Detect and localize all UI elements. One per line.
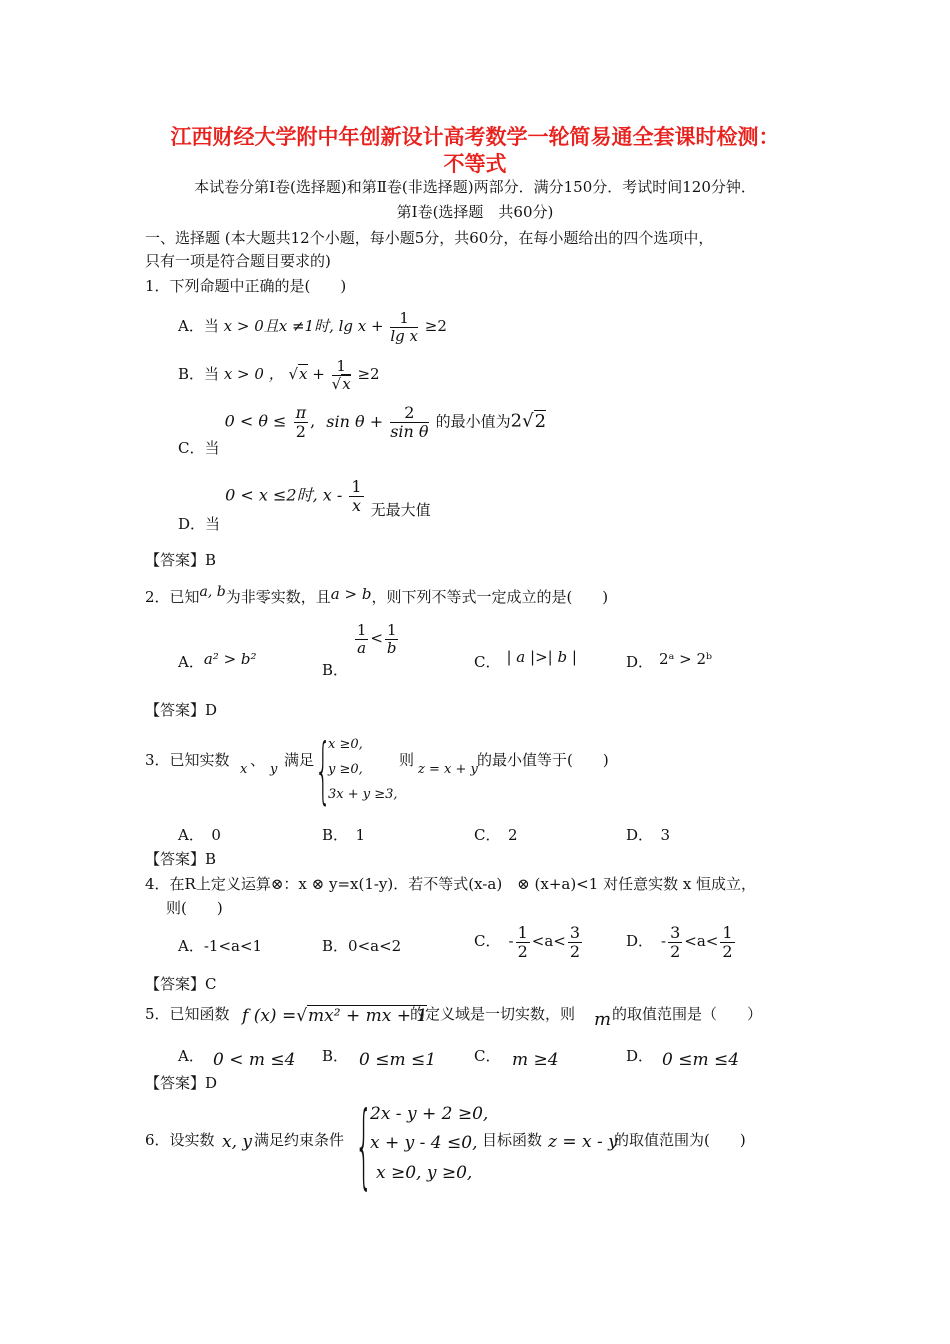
q6-stem-b: 满足约束条件 (254, 1131, 345, 1149)
q5-option-d-label: D． (626, 1047, 654, 1065)
q2-stem-a: 2．已知 (145, 588, 200, 606)
q1-d-den: x (351, 495, 361, 515)
q2-b-den1: a (357, 638, 367, 657)
q1-c-den: sin θ (390, 421, 429, 441)
q2-stem-c: ，则下列不等式一定成立的是( ) (371, 588, 609, 606)
q2-answer: 【答案】D (145, 701, 218, 719)
part-one-heading: 第Ⅰ卷(选择题 共60分) (396, 203, 554, 221)
q1-answer: 【答案】B (145, 551, 217, 569)
question-3-stem-a: 3．已知实数 (145, 751, 230, 769)
question-4-stem-line1: 4．在R上定义运算⊗：x ⊗ y=x(1-y)．若不等式(x-a) ⊗ (x+a)<1 对任意实数 x 恒成立， (145, 875, 757, 893)
q3-y: y (270, 762, 278, 777)
q4-option-d: D． - $\frac{3}{2}$ <a< $\frac{1}{2}$ (626, 923, 733, 961)
q4-answer: 【答案】C (145, 975, 217, 993)
q5-function: f (x) =√mx² + mx + 1 (242, 1006, 428, 1026)
q1-d-label: D．当 (178, 514, 221, 533)
q3-option-d: D． 3 (626, 826, 671, 844)
q2-d-label: D． (626, 653, 654, 671)
q1-c-expr1: 0 < θ ≤ (224, 411, 287, 431)
q5-option-c: m ≥4 (512, 1050, 559, 1070)
q3-option-b: B． 1 (322, 826, 366, 844)
q3-constraint-1: x ≥0, (328, 737, 363, 752)
question-2-stem (145, 582, 608, 607)
q4-option-b: B．0<a<2 (322, 937, 402, 955)
q6-constraint-1: 2x - y + 2 ≥0, (370, 1104, 489, 1124)
q1-a-tail: ≥2 (424, 317, 447, 335)
q1-c-comma: , (310, 411, 316, 431)
q4-c-d2: 2 (569, 941, 581, 961)
q1-option-d (178, 477, 431, 533)
q1-b-tail: ≥2 (357, 365, 380, 383)
q5-option-b-label: B． (322, 1047, 349, 1065)
q3-brace-icon: { (315, 728, 332, 812)
q2-b-num2: 1 (386, 621, 397, 639)
q2-b-num1: 1 (356, 621, 367, 639)
q5-option-c-label: C． (474, 1047, 501, 1065)
q1-option-a (178, 310, 447, 344)
q1-c-num: 2 (390, 404, 428, 423)
q5-option-a-label: A． (178, 1047, 204, 1065)
q2-stem-b: 为非零实数，且 (225, 588, 331, 606)
q1-d-num: 1 (351, 477, 362, 496)
q5-option-a: 0 < m ≤4 (213, 1050, 296, 1070)
q5-answer: 【答案】D (145, 1074, 218, 1092)
q6-brace-icon: { (355, 1092, 373, 1199)
q2-b-label: B． (322, 661, 349, 679)
q6-target: 目标函数 (482, 1131, 543, 1149)
q3-answer: 【答案】B (145, 850, 217, 868)
q3-option-c: C． 2 (474, 826, 518, 844)
q2-ab: a, b (199, 584, 226, 600)
q1-option-b: B．当 x > 0 ， √x + $\frac{1}{√x}$ ≥2 (178, 357, 380, 393)
question-6-stem-a: 6．设实数 (145, 1131, 215, 1149)
q2-option-a (178, 652, 257, 672)
q5-m: m (594, 1009, 612, 1030)
q1-b-label: B．当 (178, 365, 220, 383)
q6-constraint-2: x + y - 4 ≤0, (370, 1133, 478, 1153)
q1-a-den: lg x (390, 326, 418, 345)
q4-c-label: C． (474, 932, 501, 951)
q4-option-a: A．-1<a<1 (178, 937, 263, 955)
question-1-stem: 1．下列命题中正确的是( ) (145, 277, 347, 295)
document-title-line2: 不等式 (443, 151, 507, 176)
q3-then: 则 (399, 751, 415, 769)
q4-c-mid: <a< (531, 932, 566, 951)
q4-d-frac1 (668, 924, 682, 960)
q2-a-label: A． (178, 653, 204, 671)
q4-d-mid: <a< (684, 932, 719, 951)
q5-stem-c: 的取值范围是（ ） (612, 1005, 763, 1023)
q2-option-c (474, 648, 577, 672)
q1-b-expr: x > 0 ， (223, 365, 284, 383)
q1-c-pi: π (295, 403, 307, 422)
q1-d-tail: 无最大值 (370, 500, 431, 519)
q1-a-expr: x > 0且x ≠1时, lg x + (223, 317, 384, 335)
q3-z: z = x + y (418, 762, 478, 777)
q2-a-expr: a² > b² (203, 650, 257, 668)
q1-c-pi-fraction (294, 404, 309, 440)
q4-c-d1: 2 (517, 941, 528, 961)
document-title-line1: 江西财经大学附中年创新设计高考数学一轮简易通全套课时检测： (170, 124, 780, 149)
q6-constraint-3: x ≥0, y ≥0, (376, 1163, 473, 1183)
q1-d-expr: 0 < x ≤2时, x - (225, 485, 343, 505)
q4-d-n1: 3 (670, 923, 681, 942)
q6-stem-c: 的取值范围为( ) (614, 1131, 746, 1149)
q1-c-sin-fraction (390, 404, 428, 440)
section-heading-line1: 一、选择题 (本大题共12个小题，每小题5分，共60分，在每小题给出的四个选项中， (145, 229, 714, 247)
q4-d-d2: 2 (722, 941, 733, 961)
q1-c-sin: sin θ + (326, 411, 384, 431)
q4-d-d1: 2 (670, 941, 681, 961)
q1-a-label: A．当 (178, 317, 219, 335)
q3-x: x (240, 762, 248, 777)
question-5-stem-a: 5．已知函数 (145, 1005, 230, 1023)
q3-constraint-3: 3x + y ≥3, (328, 787, 398, 802)
q1-c-tail: 的最小值为 (435, 412, 511, 431)
q4-c-frac1 (516, 924, 530, 960)
q6-z: z = x - y (548, 1132, 618, 1152)
q3-sep: 、 (250, 751, 266, 769)
q2-c-expr: | a |>| b | (506, 648, 577, 666)
q1-a-fraction (390, 310, 418, 344)
q1-c-label: C．当 (178, 438, 220, 457)
q2-option-d (626, 652, 712, 672)
intro-text: 本试卷分第Ⅰ卷(选择题)和第Ⅱ卷(非选择题)两部分．满分150分．考试时间120分钟． (194, 178, 756, 196)
q3-stem-b: 满足 (284, 751, 315, 769)
q2-cond: a > b (330, 585, 372, 603)
question-4-stem-line2: 则( ) (166, 899, 223, 917)
q5-radicand: mx² + mx + 1 (308, 1006, 428, 1026)
q1-option-c: C．当 0 < θ ≤ $\frac{\pi}{2}$ , sin θ + $\frac{2}{\text{sin θ}}$ 的最小值为2√2 (178, 403, 547, 457)
q1-a-num: 1 (390, 310, 418, 328)
q5-func: f (x) = (242, 1006, 297, 1026)
q4-d-n2: 1 (722, 923, 733, 942)
q4-c-n2: 3 (569, 923, 581, 942)
q5-stem-b: 的定义域是一切实数，则 (410, 1005, 576, 1023)
q2-b-frac2 (385, 622, 399, 656)
q2-option-b: B． $\frac{1}{a}$ < $\frac{1}{b}$ (322, 621, 397, 679)
section-heading-line2: 只有一项是符合题目要求的) (145, 252, 331, 270)
q5-option-d: 0 ≤m ≤4 (662, 1050, 740, 1070)
q3-stem-c: 的最小值等于( ) (477, 751, 609, 769)
q1-c-two: 2 (295, 421, 306, 441)
q4-d-frac2 (720, 924, 734, 960)
q6-xy: x, y (222, 1132, 252, 1152)
q2-c-label: C． (474, 653, 501, 671)
q4-d-label: D． (626, 932, 654, 951)
q4-c-frac2 (568, 924, 582, 960)
q4-option-c: C． - $\frac{1}{2}$ <a< $\frac{3}{2}$ (474, 923, 581, 961)
q3-constraint-2: y ≥0, (328, 762, 363, 777)
q1-b-fraction: $\frac{1}{√x}$ (331, 357, 351, 393)
q4-c-n1: 1 (517, 923, 528, 942)
q1-d-fraction (349, 478, 363, 514)
q2-b-frac1 (355, 622, 369, 656)
q5-option-b: 0 ≤m ≤1 (359, 1050, 437, 1070)
q2-b-den2: b (386, 638, 397, 657)
q3-option-a: A． 0 (178, 826, 221, 844)
q2-d-expr: 2ᵃ > 2ᵇ (659, 650, 713, 668)
